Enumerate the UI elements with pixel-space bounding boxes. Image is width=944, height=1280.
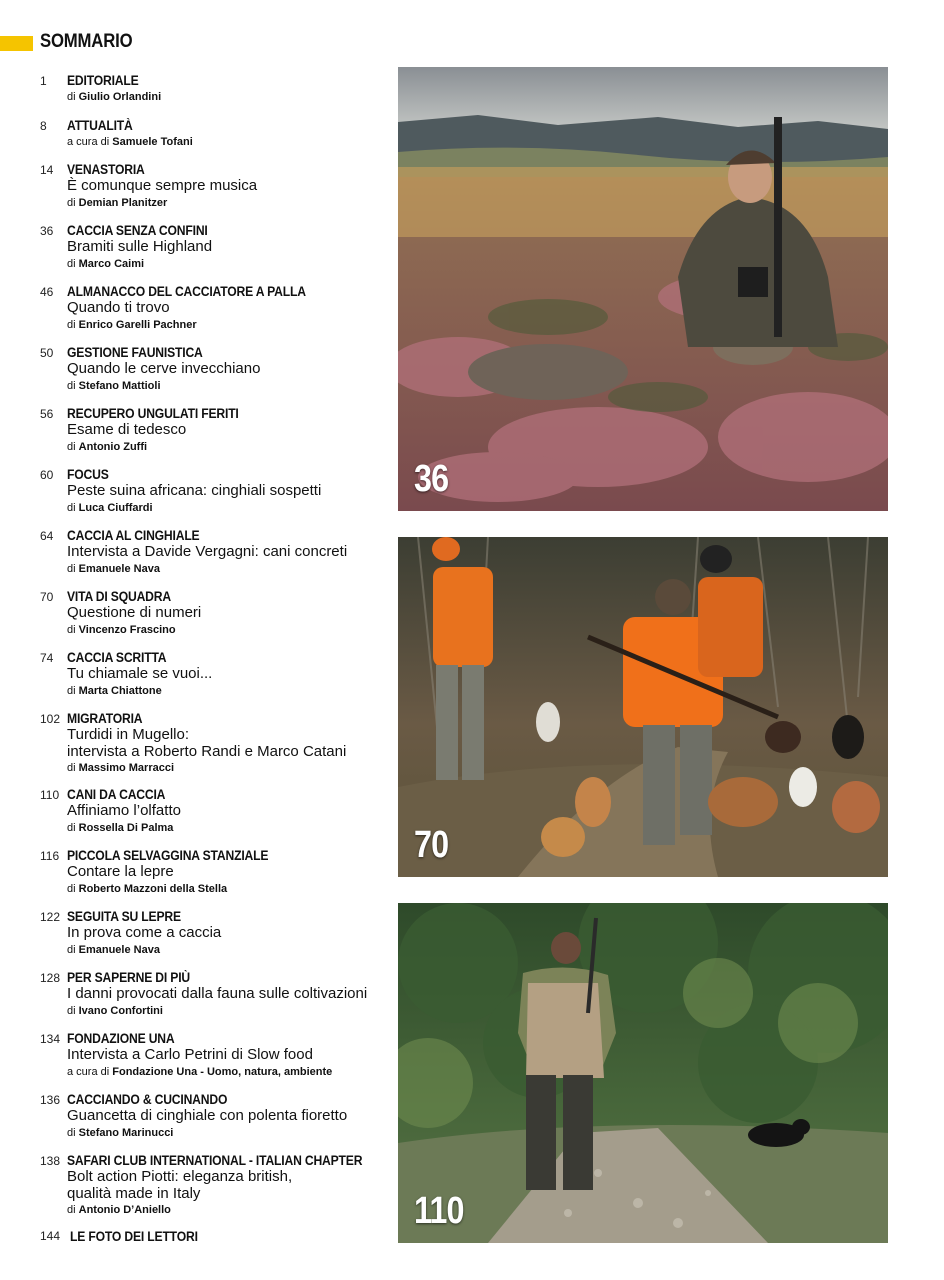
page-number: 36 [40,224,54,238]
toc-entry-gestione-faunistica[interactable] [40,344,390,394]
article-title: Bolt action Piotti: eleganza british, [67,1168,293,1185]
toc-entry-editoriale[interactable] [40,72,390,105]
toc-entry-caccia-al-cinghiale[interactable] [40,527,390,577]
toc-entry-caccia-senza-confini[interactable] [40,222,390,272]
photo-forest-illustration [398,903,888,1243]
toc-entry-focus[interactable] [40,466,390,516]
page-number: 46 [40,285,54,299]
page-number: 60 [40,468,54,482]
section-label: FONDAZIONE UNA [67,1031,175,1046]
section-label: ALMANACCO DEL CACCIATORE A PALLA [67,284,306,299]
byline: a cura di Samuele Tofani [67,136,193,148]
byline: di Antonio Zuffi [67,440,148,453]
article-title: I danni provocati dalla fauna sulle coltivazioni [67,985,368,1002]
page-number: 64 [40,529,54,543]
byline: di Enrico Garelli Pachner [67,318,197,331]
article-title: Intervista a Davide Vergagni: cani concreti [67,543,348,560]
article-title: Quando le cerve invecchiano [67,360,261,377]
section-label: PER SAPERNE DI PIÙ [67,970,191,985]
byline: di Stefano Marinucci [67,1126,174,1139]
article-title: Quando ti trovo [67,299,170,316]
byline: di Stefano Mattioli [67,379,161,392]
accent-bar [0,36,33,51]
article-title-line2: qualità made in Italy [67,1184,201,1202]
byline: di Giulio Orlandini [67,91,162,103]
byline: di Marco Caimi [67,257,145,270]
section-label: CACCIA SCRITTA [67,650,167,665]
toc-entry-vita-di-squadra[interactable] [40,588,390,638]
toc-entry-venastoria[interactable] [40,161,390,211]
section-label: LE FOTO DEI LETTORI [70,1229,198,1244]
article-title: Questione di numeri [67,604,202,621]
byline: di Vincenzo Frascino [67,623,176,636]
page-number: 74 [40,651,54,665]
byline: di Luca Ciuffardi [67,501,153,514]
photo-hunt-team-illustration [398,537,888,877]
byline: di Emanuele Nava [67,562,160,575]
article-title: In prova come a caccia [67,924,222,941]
page-number: 8 [40,119,47,133]
page-number: 70 [40,590,54,604]
section-label: ATTUALITÀ [67,118,133,133]
toc-entry-safari-club[interactable] [40,1152,390,1218]
article-title: Contare la lepre [67,863,174,880]
byline: di Marta Chiattone [67,684,162,697]
photo-page-number: 70 [414,824,449,866]
page-number: 14 [40,163,54,177]
article-title: Affiniamo l’olfatto [67,802,181,819]
article-title-line2: intervista a Roberto Randi e Marco Catani [67,742,347,760]
article-title: Bramiti sulle Highland [67,238,213,255]
section-label: CACCIANDO & CUCINANDO [67,1092,228,1107]
toc-entry-caccia-scritta[interactable] [40,649,390,699]
page-number: 1 [40,74,47,88]
section-label: CACCIA AL CINGHIALE [67,528,200,543]
article-title: Esame di tedesco [67,421,187,438]
section-label: CACCIA SENZA CONFINI [67,223,208,238]
section-label: CANI DA CACCIA [67,787,166,802]
byline: di Massimo Marracci [67,762,175,774]
article-title: Turdidi in Mugello: [67,726,189,743]
photo-boar-hunt-team[interactable] [398,537,888,877]
photo-page-number: 36 [414,458,449,500]
photo-page-number: 110 [414,1190,464,1232]
byline: di Roberto Mazzoni della Stella [67,882,228,895]
byline: a cura di Fondazione Una - Uomo, natura, ambiente [67,1065,333,1078]
toc-entry-seguita-su-lepre[interactable] [40,908,390,958]
page-number: 144 [40,1229,61,1243]
page-number: 102 [40,712,61,726]
toc-entry-cani-da-caccia[interactable] [40,786,390,836]
article-title: Tu chiamale se vuoi... [67,665,213,682]
article-title: Intervista a Carlo Petrini di Slow food [67,1046,313,1063]
byline: di Emanuele Nava [67,943,160,956]
page-number: 136 [40,1093,61,1107]
photo-highland-illustration [398,67,888,511]
section-label: MIGRATORIA [67,711,143,726]
toc-entry-migratoria[interactable] [40,710,390,776]
section-label: VENASTORIA [67,162,145,177]
byline: di Demian Planitzer [67,196,168,209]
toc-entry-recupero-ungulati[interactable] [40,405,390,455]
page-number: 128 [40,971,61,985]
section-label: PICCOLA SELVAGGINA STANZIALE [67,848,269,863]
page-number: 122 [40,910,61,924]
toc-entry-fondazione-una[interactable] [40,1030,390,1080]
section-label: EDITORIALE [67,73,139,88]
page-number: 134 [40,1032,61,1046]
toc-entry-attualita[interactable] [40,117,390,150]
byline: di Rossella Di Palma [67,821,174,834]
page-number: 116 [40,849,60,863]
toc-entry-almanacco[interactable] [40,283,390,333]
toc-entry-foto-dei-lettori[interactable] [40,1228,390,1245]
page-number: 50 [40,346,54,360]
section-label: SEGUITA SU LEPRE [67,909,181,924]
toc-entry-cacciando-cucinando[interactable] [40,1091,390,1141]
toc-entry-piccola-selvaggina[interactable] [40,847,390,897]
page-number: 56 [40,407,54,421]
section-label: FOCUS [67,467,109,482]
article-title: È comunque sempre musica [67,177,258,194]
photo-highland-hunter[interactable] [398,67,888,511]
photo-forest-walk[interactable] [398,903,888,1243]
byline: di Ivano Confortini [67,1004,163,1017]
page-title: SOMMARIO [40,31,133,52]
article-title: Guancetta di cinghiale con polenta fioretto [67,1107,348,1124]
article-title: Peste suina africana: cinghiali sospetti [67,482,322,499]
byline: di Antonio D’Aniello [67,1204,171,1216]
page-number: 138 [40,1154,61,1168]
section-label: RECUPERO UNGULATI FERITI [67,406,239,421]
section-label: VITA DI SQUADRA [67,589,171,604]
page-number: 110 [40,788,60,802]
section-label: GESTIONE FAUNISTICA [67,345,203,360]
section-label: SAFARI CLUB INTERNATIONAL - ITALIAN CHAPTER [67,1153,363,1168]
toc-entry-per-saperne-di-piu[interactable] [40,969,390,1019]
